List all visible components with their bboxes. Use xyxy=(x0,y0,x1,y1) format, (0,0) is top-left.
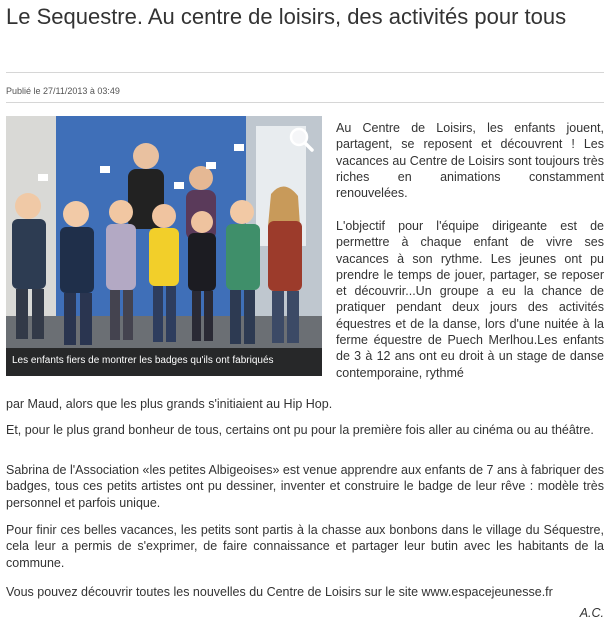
title-divider xyxy=(6,72,604,73)
photo-caption: Les enfants fiers de montrer les badges qu'ils ont fabriqués xyxy=(12,355,274,366)
paragraph-5: Pour finir ces belles vacances, les petits sont partis à la chasse aux bonbons dans le village du Séquestre, cela leur a permis de s'exprimer, de faire connaissance et partager leur butin avec les habitants de la commune. xyxy=(6,523,604,570)
article-title: Le Sequestre. Au centre de loisirs, des activités pour tous xyxy=(6,4,567,29)
paragraph-6: Vous pouvez découvrir toutes les nouvelles du Centre de Loisirs sur le site www.espacejeunesse.fr xyxy=(6,585,553,599)
paragraph-1: Au Centre de Loisirs, les enfants jouent, partagent, se reposent et découvrent ! Les vacances au Centre de Loisirs sont toujours très riches en animations constamment renouvelées. xyxy=(336,121,604,201)
photo-illustration xyxy=(6,116,322,376)
magnifier-icon[interactable] xyxy=(288,126,314,152)
article-photo[interactable] xyxy=(6,116,322,376)
intro-column xyxy=(336,120,604,209)
publish-date: Publié le 27/11/2013 à 03:49 xyxy=(6,86,120,96)
paragraph-3: Et, pour le plus grand bonheur de tous, certains ont pu pour la première fois aller au cinéma ou au théâtre. xyxy=(6,423,594,437)
meta-divider xyxy=(6,102,604,103)
paragraph-4: Sabrina de l'Association «les petites Albigeoises» est venue apprendre aux enfants de 7 ans à fabriquer des badges, tous ces petits artistes ont pu dessiner, inventer et construire le badge de leur rêve : modèle très personnel et parfois unique. xyxy=(6,463,604,510)
paragraph-2: L'objectif pour l'équipe dirigeante est de permettre à chaque enfant de vivre ses vacances à son rythme. Les jeunes ont pu prendre le temps de jouer, partager, se reposer et découvrir...Un groupe a eu la chance de pratiquer pendant deux jours des activités équestres et de la danse, lors d'une nuitée à la ferme équestre de Puech Merlhou.Les enfants de 3 à 12 ans ont eu droit à un stage de danse contemporaine, rythmé xyxy=(336,219,604,380)
paragraph-2-continued: par Maud, alors que les plus grands s'initiaient au Hip Hop. xyxy=(6,397,333,411)
author-signature: A.C. xyxy=(579,606,604,620)
photo-caption-bar xyxy=(6,348,322,376)
